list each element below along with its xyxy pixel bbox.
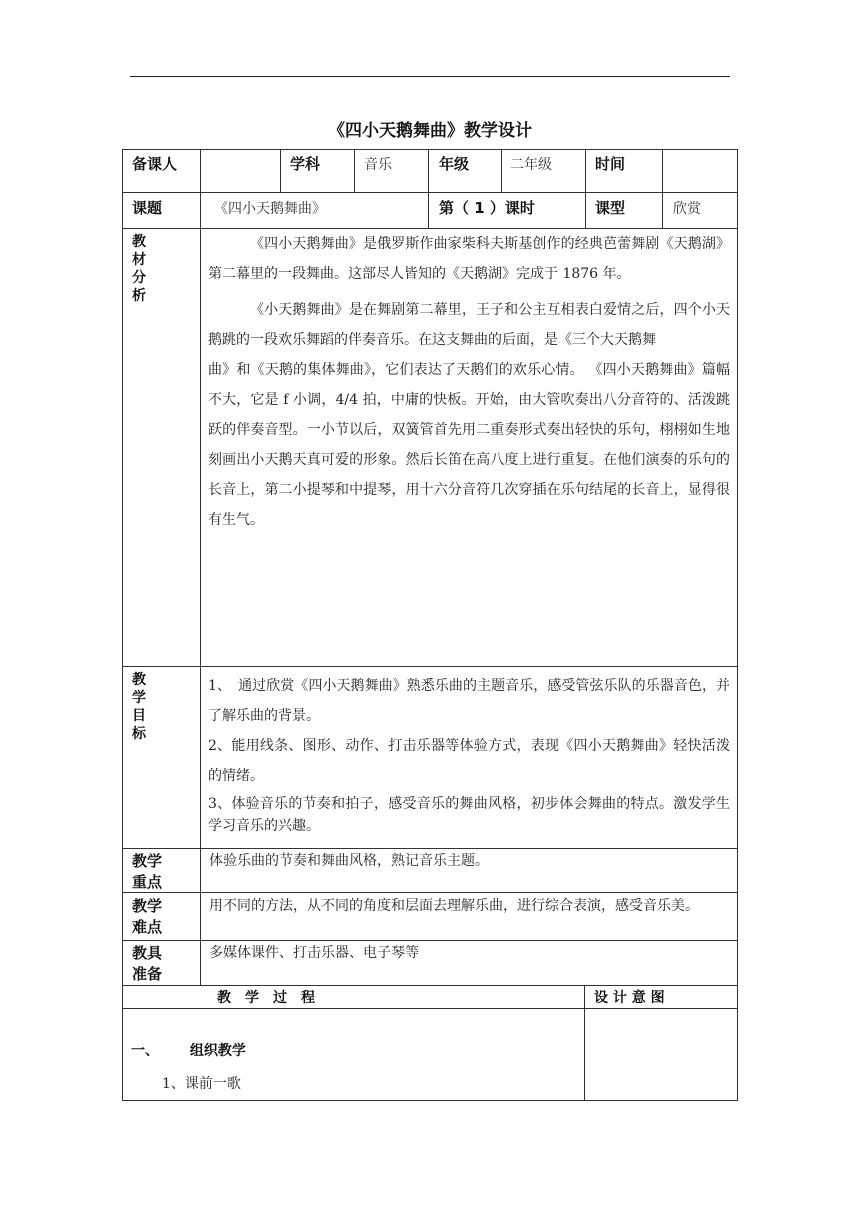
focus-content-cell [200,848,738,893]
prep-text: 多媒体课件、打击乐器、电子琴等 [209,945,419,961]
section-1-heading [131,1040,246,1060]
process-header-right [584,985,738,1009]
material-paragraph-3: 曲》和《天鹅的集体舞曲》，它们表达了天鹅们的欢乐心情。 《四小天鹅舞曲》篇幅不大，它是 f 小调，4/4 拍，中庸的快板。开始，由大管吹奏出八分音符的、活泼跳跃的伴奏音型。一小节以后，双簧管首先用二重奏形式奏出轻快的乐句，栩栩如生地刻画出小天鹅天真可爱的形象。然后长笛在高八度上进行重复。在他们演奏的乐句的长音上，第二小提琴和中提琴，用十六分音符几次穿插在乐句结尾的长音上，显得很有生气。 [208,362,730,528]
time-value [662,149,738,193]
prep-label-cell [122,940,201,986]
grade-label-cell [428,149,502,193]
topic-label-cell [122,192,201,229]
time-label: 时间 [595,155,626,173]
prep-content-cell [200,940,738,986]
material-label: 教材分析 [132,234,146,304]
goals-label-cell [122,666,201,849]
material-label-cell [122,228,201,667]
focus-label: 教学重点 [132,852,163,891]
difficulty-label-cell [122,892,201,941]
design-intent-label: 设 计 意 图 [594,990,665,1006]
type-label: 课型 [595,199,626,217]
type-label-cell [585,192,663,229]
preparer-value [200,149,281,193]
material-paragraph-1: 《四小天鹅舞曲》是俄罗斯作曲家柴科夫斯基创作的经典芭蕾舞剧《天鹅湖》第二幕里的一段舞曲。这部尽人皆知的《天鹅湖》完成于 1876 年。 [208,236,730,282]
section-1-title: 组织教学 [189,1043,246,1059]
page-title: 《四小天鹅舞曲》教学设计 [328,121,532,141]
subject-value-cell [354,149,429,193]
subject-label: 学科 [290,155,321,173]
material-paragraph-2: 《小天鹅舞曲》是在舞剧第二幕里，王子和公主互相表白爱情之后，四个小天鹅跳的一段欢乐舞蹈的伴奏音乐。在这支舞曲的后面，是《三个大天鹅舞 [208,302,730,348]
difficulty-label: 教学难点 [132,897,163,936]
topic-label: 课题 [132,199,163,217]
prep-label: 教具准备 [132,944,163,983]
grade-value-cell [501,149,586,193]
section-1-number: 一、 [131,1043,159,1059]
goals-label: 教学目标 [132,672,146,742]
subject-label-cell [280,149,355,193]
subject-value: 音乐 [364,157,392,173]
type-value: 欣赏 [673,201,701,217]
grade-value: 二年级 [510,157,552,173]
goals-text [208,671,730,837]
focus-text: 体验乐曲的节奏和舞曲风格，熟记音乐主题。 [209,853,489,869]
material-text [208,229,730,535]
type-value-cell [662,192,738,229]
lesson-label: 第（ 1 ）课时 [439,199,535,217]
difficulty-text: 用不同的方法，从不同的角度和层面去理解乐曲，进行综合表演，感受音乐美。 [209,898,699,914]
lesson-cell [428,192,586,229]
preparer-label: 备课人 [132,155,178,173]
time-label-cell [585,149,663,193]
goal-item-3: 3、体验音乐的节奏和拍子，感受音乐的舞曲风格，初步体会舞曲的特点。激发学生学习音乐的兴趣。 [208,796,730,834]
grade-label: 年级 [439,155,470,173]
preparer-label-cell [122,149,201,193]
process-item-1: 1、课前一歌 [162,1076,241,1092]
topic-value-cell [200,192,429,229]
process-header-label: 教 学 过 程 [217,990,315,1006]
difficulty-content-cell [200,892,738,941]
process-header-left [122,985,585,1009]
focus-label-cell [122,848,201,893]
process-body-right [584,1008,738,1101]
goal-item-2: 2、能用线条、图形、动作、打击乐器等体验方式，表现《四小天鹅舞曲》轻快活泼的情绪。 [208,738,730,784]
goal-item-1: 1、 通过欣赏《四小天鹅舞曲》熟悉乐曲的主题音乐，感受管弦乐队的乐器音色，并了解乐曲的背景。 [208,678,730,724]
header-rule [130,76,730,77]
topic-value: 《四小天鹅舞曲》 [214,201,326,217]
